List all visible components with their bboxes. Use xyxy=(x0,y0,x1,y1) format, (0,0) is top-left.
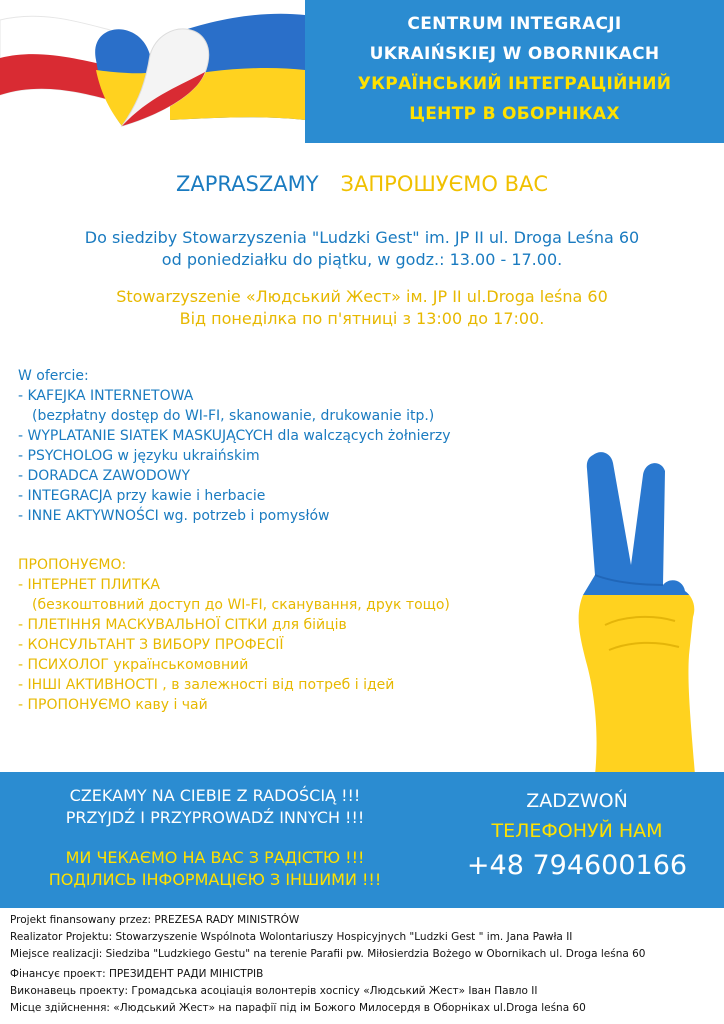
invite-pl: ZAPRASZAMY xyxy=(175,172,319,196)
offer-pl-item: - PSYCHOLOG w języku ukraińskim xyxy=(18,448,260,464)
offer-ua-item: - ПСИХОЛОГ українськомовний xyxy=(18,657,249,673)
offer-pl-item: - INNE AKTYWNOŚCI wg. potrzeb i pomysłów xyxy=(18,508,330,524)
offer-ua-title: ПРОПОНУЄМО: xyxy=(18,557,127,573)
band-pl-line1: CZEKAMY NA CIEBIE Z RADOŚCIĄ !!! xyxy=(69,786,361,805)
offer-pl-list xyxy=(18,366,451,526)
band-pl-line2: PRZYJDŹ I PRZYPROWADŹ INNYCH !!! xyxy=(65,808,365,827)
offer-pl-title: W ofercie: xyxy=(18,368,89,384)
footer-ua-line: Місце здійснення: «Людський Жест» на парафії під ім Божого Милосердя в Оборніках ul.Droga leśna 60 xyxy=(10,1002,586,1014)
header-title-ua-line2: ЦЕНТР В ОБОРНІКАХ xyxy=(409,104,620,124)
call-label-ua: ТЕЛЕФОНУЙ НАМ xyxy=(491,820,663,842)
victory-hand-icon xyxy=(565,445,715,775)
header-title-pl-line1: CENTRUM INTEGRACJI xyxy=(407,14,622,34)
flags-heart-illustration xyxy=(0,0,305,143)
header xyxy=(0,0,724,143)
header-title-pl-line2: UKRAIŃSKIEJ W OBORNIKACH xyxy=(369,44,660,64)
offer-pl-item: (bezpłatny dostęp do WI-FI, skanowanie, drukowanie itp.) xyxy=(32,408,435,424)
victory-hand-image xyxy=(565,445,715,775)
band-ua-line2: ПОДІЛИСЬ ІНФОРМАЦІЄЮ З ІНШИМИ !!! xyxy=(48,870,382,889)
offer-pl-item: - INTEGRACJA przy kawie i herbacie xyxy=(18,488,266,504)
address-ua-line2: Від понеділка по п'ятниці з 13:00 до 17:00. xyxy=(179,309,545,328)
offer-ua-item: (безкоштовний доступ до WI-FI, сканування, друк тощо) xyxy=(32,597,450,613)
footer-pl-line: Realizator Projektu: Stowarzyszenie Wspólnota Wolontariuszy Hospicyjnych "Ludzki Gest " im. Jana Pawła II xyxy=(10,931,573,943)
invite-heading xyxy=(0,172,724,196)
header-title-panel xyxy=(305,0,724,143)
address-ua-line1: Stowarzyszenie «Людський Жест» ім. JP II ul.Droga leśna 60 xyxy=(116,287,608,306)
offer-ua-item: - ПРОПОНУЄМО каву і чай xyxy=(18,697,208,713)
header-title-ua-line1: УКРАЇНСЬКИЙ ІНТЕГРАЦІЙНИЙ xyxy=(357,74,672,94)
offer-ua-list xyxy=(18,555,450,715)
footer-pl-line: Projekt finansowany przez: PREZESA RADY MINISTRÓW xyxy=(10,914,300,926)
heart-flags-icon xyxy=(0,0,305,143)
call-to-action-band xyxy=(0,772,724,908)
invite-ua: ЗАПРОШУЄМО ВАС xyxy=(340,172,549,196)
offer-ua-item: - ІНТЕРНЕТ ПЛИТКА xyxy=(18,577,160,593)
offer-pl-item: - DORADCA ZAWODOWY xyxy=(18,468,191,484)
address-pl-line1: Do siedziby Stowarzyszenia "Ludzki Gest" im. JP II ul. Droga Leśna 60 xyxy=(84,228,640,247)
call-label-pl: ZADZWOŃ xyxy=(526,790,628,812)
offer-pl-item: - WYPLATANIE SIATEK MASKUJĄCYCH dla walczących żołnierzy xyxy=(18,428,451,444)
offer-ua-item: - КОНСУЛЬТАНТ З ВИБОРУ ПРОФЕСІЇ xyxy=(18,637,284,653)
footer-pl-line: Miejsce realizacji: Siedziba "Ludzkiego Gestu" na terenie Parafii pw. Miłosierdzia Bożego w Obornikach ul. Droga leśna 60 xyxy=(10,948,646,960)
offer-ua-item: - ІНШІ АКТИВНОСТІ , в залежності від потреб і ідей xyxy=(18,677,395,693)
phone-number[interactable]: +48 794600166 xyxy=(466,850,688,881)
footer-pl xyxy=(10,912,645,963)
offer-pl-item: - KAFEJKA INTERNETOWA xyxy=(18,388,194,404)
footer-ua xyxy=(10,966,586,1017)
offer-ua-item: - ПЛЕТІННЯ МАСКУВАЛЬНОЇ СІТКИ для бійців xyxy=(18,617,347,633)
footer-ua-line: Фінансує проект: ПРЕЗИДЕНТ РАДИ МІНІСТРІВ xyxy=(10,968,264,980)
footer-ua-line: Виконавець проекту: Громадська асоціація волонтерів хоспісу «Людський Жест» Іван Павло ІІ xyxy=(10,985,538,997)
band-ua-line1: МИ ЧЕКАЄМО НА ВАС З РАДІСТЮ !!! xyxy=(65,848,365,867)
address-pl-line2: od poniedziałku do piątku, w godz.: 13.00 - 17.00. xyxy=(161,250,563,269)
